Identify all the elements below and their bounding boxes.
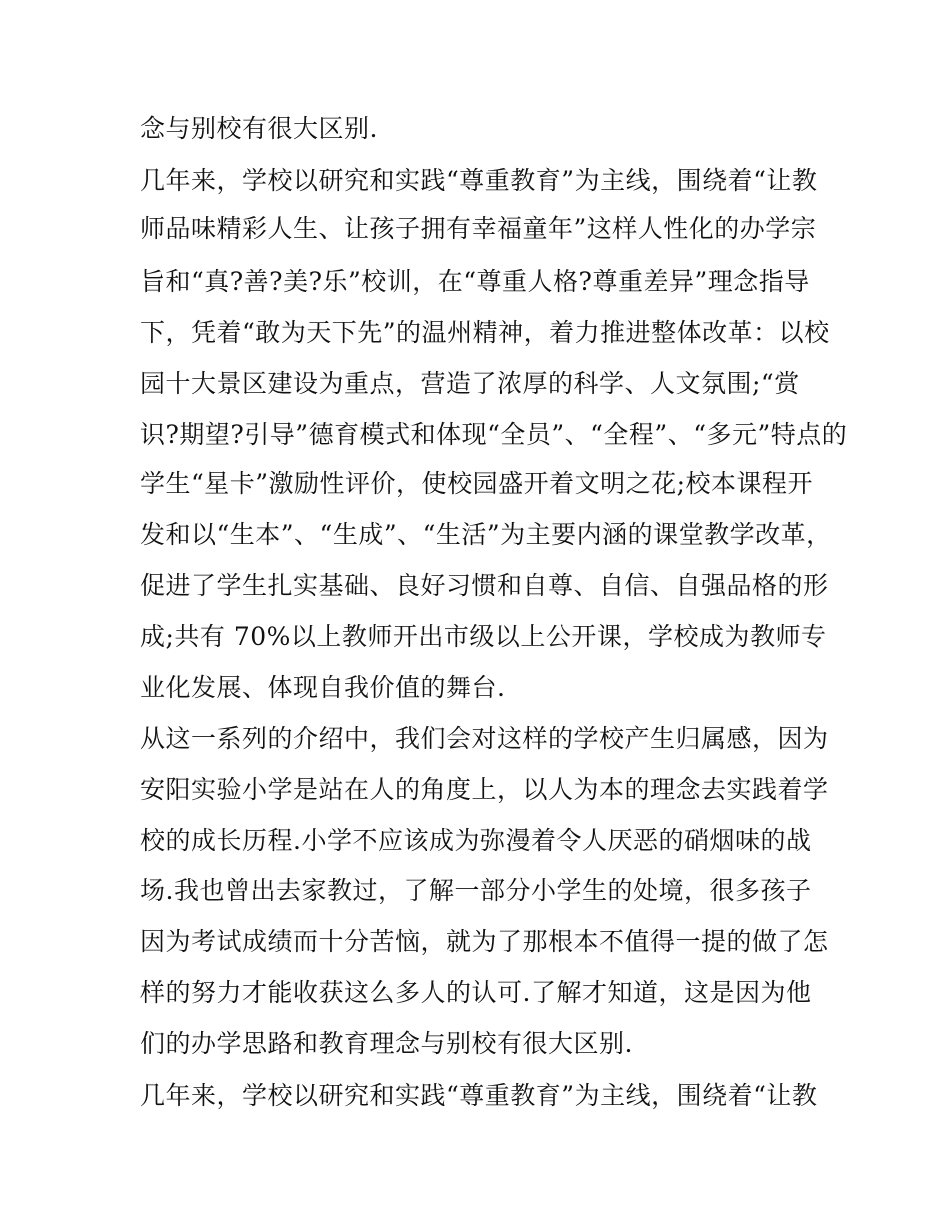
text-line: 旨和“真?善?美?乐”校训，在“尊重人格?尊重差异”理念指导 — [140, 267, 810, 296]
text-line: 园十大景区建设为重点，营造了浓厚的科学、人文氛围;“赏 — [140, 369, 800, 398]
text-line: 下，凭着“敢为天下先”的温州精神，着力推进整体改革：以校 — [140, 318, 830, 347]
text-line: 样的努力才能收获这么多人的认可.了解才知道，这是因为他 — [140, 978, 812, 1007]
text-line: 几年来，学校以研究和实践“尊重教育”为主线，围绕着“让教 — [140, 166, 818, 195]
text-line: 们的办学思路和教育理念与别校有很大区别. — [140, 1029, 633, 1058]
text-line: 几年来，学校以研究和实践“尊重教育”为主线，围绕着“让教 — [140, 1081, 818, 1110]
text-line: 促进了学生扎实基础、良好习惯和自尊、自信、自强品格的形 — [140, 571, 829, 600]
text-line: 发和以“生本”、“生成”、“生活”为主要内涵的课堂教学改革， — [140, 520, 832, 549]
text-line: 学生“星卡”激励性评价，使校园盛开着文明之花;校本课程开 — [140, 469, 813, 498]
text-line: 成;共有 70%以上教师开出市级以上公开课，学校成为教师专 — [140, 622, 827, 651]
text-line: 校的成长历程.小学不应该成为弥漫着令人厌恶的硝烟味的战 — [140, 826, 812, 855]
text-line: 识?期望?引导”德育模式和体现“全员”、“全程”、“多元”特点的 — [140, 420, 848, 449]
text-line: 从这一系列的介绍中，我们会对这样的学校产生归属感，因为 — [140, 724, 829, 753]
text-line: 业化发展、体现自我价值的舞台. — [140, 673, 506, 702]
text-line: 安阳实验小学是站在人的角度上，以人为本的理念去实践着学 — [140, 775, 829, 804]
text-line: 因为考试成绩而十分苦恼，就为了那根本不值得一提的做了怎 — [140, 927, 829, 956]
text-line: 念与别校有很大区别. — [140, 114, 378, 143]
text-line: 师品味精彩人生、让孩子拥有幸福童年”这样人性化的办学宗 — [140, 214, 817, 243]
text-line: 场.我也曾出去家教过，了解一部分小学生的处境，很多孩子 — [140, 876, 812, 905]
